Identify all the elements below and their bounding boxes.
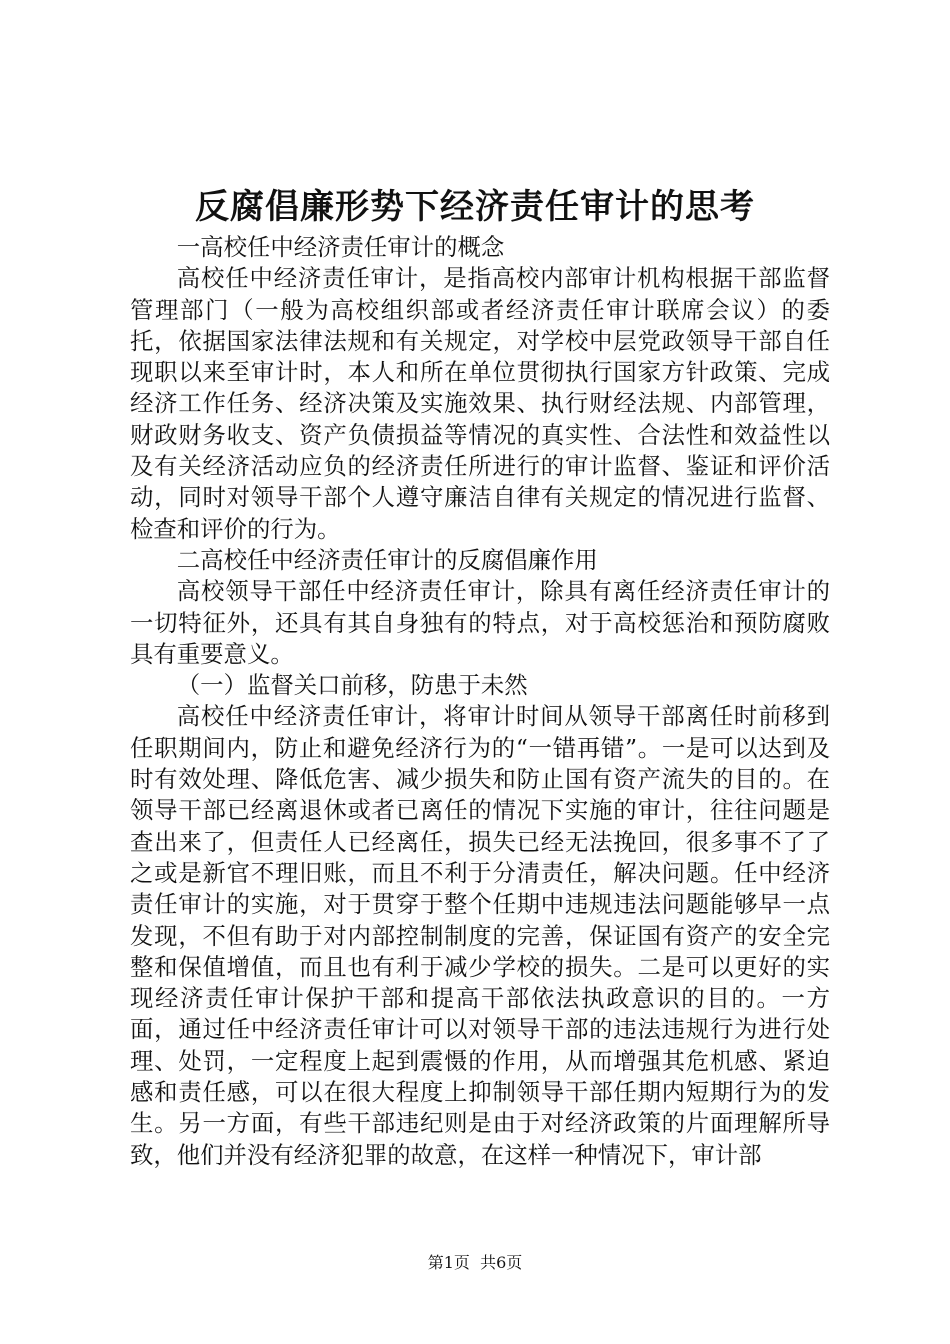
paragraph-2: 高校领导干部任中经济责任审计，除具有离任经济责任审计的一切特征外，还具有其自身独有的特点，对于高校惩治和预防腐败具有重要意义。 [130,577,830,668]
paragraph-1: 高校任中经济责任审计，是指高校内部审计机构根据干部监督管理部门（一般为高校组织部或者经济责任审计联席会议）的委托，依据国家法律法规和有关规定，对学校中层党政领导干部自任现职以来至审计时，本人和所在单位贯彻执行国家方针政策、完成经济工作任务、经济决策及实施效果、执行财经法规、内部管理，财政财务收支、资产负债损益等情况的真实性、合法性和效益性以及有关经济活动应负的经济责任所进行的审计监督、鉴证和评价活动，同时对领导干部个人遵守廉洁自律有关规定的情况进行监督、检查和评价的行为。 [130,264,830,543]
document-title: 反腐倡廉形势下经济责任审计的思考 [195,187,755,227]
document-body [130,232,830,1171]
page-number: 第1页 [427,1253,470,1272]
subsection-heading-1: （一）监督关口前移，防患于未然 [176,671,528,700]
page-footer [0,1253,950,1273]
page-total: 共6页 [480,1253,523,1272]
section-heading-2: 二高校任中经济责任审计的反腐倡廉作用 [176,545,598,574]
paragraph-3: 高校任中经济责任审计，将审计时间从领导干部离任时前移到任职期间内，防止和避免经济行为的“一错再错”。一是可以达到及时有效处理、降低危害、减少损失和防止国有资产流失的目的。在领导干部已经离退休或者已离任的情况下实施的审计，往往问题是查出来了，但责任人已经离任，损失已经无法挽回，很多事不了了之或是新官不理旧账，而且不利于分清责任，解决问题。任中经济责任审计的实施，对于贯穿于整个任期中违规违法问题能够早一点发现，不但有助于对内部控制制度的完善，保证国有资产的安全完整和保值增值，而且也有利于减少学校的损失。二是可以更好的实现经济责任审计保护干部和提高干部依法执政意识的目的。一方面，通过任中经济责任审计可以对领导干部的违法违规行为进行处理、处罚，一定程度上起到震慑的作用，从而增强其危机感、紧迫感和责任感，可以在很大程度上抑制领导干部任期内短期行为的发生。另一方面，有些干部违纪则是由于对经济政策的片面理解所导致，他们并没有经济犯罪的故意，在这样一种情况下，审计部 [130,702,830,1169]
section-heading-1: 一高校任中经济责任审计的概念 [176,233,505,261]
